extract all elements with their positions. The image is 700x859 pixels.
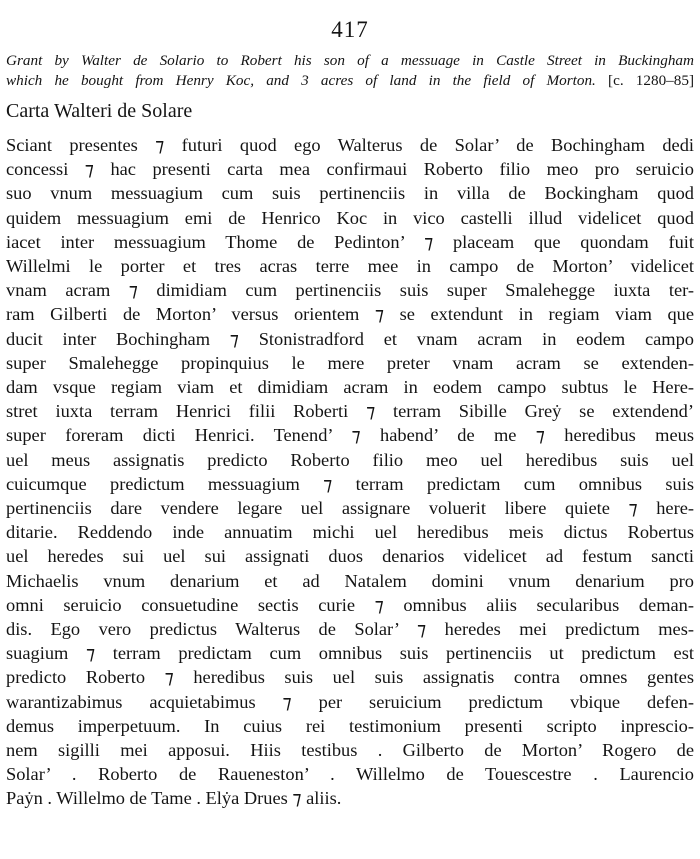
body-line: Michaelis vnum denarium et ad Natalem domini vnum denarium pro: [6, 570, 694, 591]
summary-line: Grant by Walter de Solario to Robert his son of a messuage in Castle Street in Buckingham: [6, 52, 694, 69]
body-line: stret iuxta terram Henrici filii Roberti ⁊ terram Sibille Greẏ se extendend’: [6, 401, 694, 422]
body-line: ram Gilberti de Morton’ versus orientem ⁊ se extendunt in regiam viam que: [6, 304, 694, 325]
body-line: ditarie. Reddendo inde annuatim michi uel heredibus meis dictus Robertus: [6, 522, 694, 543]
body-line: omni seruicio consuetudine sectis curie ⁊ omnibus aliis secularibus deman-: [6, 594, 694, 615]
charter-body: [6, 133, 694, 811]
body-line: warantizabimus acquietabimus ⁊ per seruicium predictum vbique defen-: [6, 691, 694, 712]
summary-line: [6, 71, 694, 91]
body-line: quidem messuagium emi de Henrico Koc in vico castelli illud videlicet quod: [6, 207, 694, 228]
body-line: uel meus assignatis predicto Roberto filio meo uel heredibus suis uel: [6, 449, 694, 470]
summary-line-text: which he bought from Henry Koc, and 3 acres of land in the field of Morton.: [6, 72, 596, 89]
body-line: dis. Ego vero predictus Walterus de Solar’ ⁊ heredes mei predictum mes-: [6, 619, 694, 640]
charter-date: [c. 1280–85]: [608, 72, 694, 89]
body-line: suo vnum messuagium cum suis pertinenciis in villa de Bockingham quod: [6, 183, 694, 204]
body-line: suagium ⁊ terram predictam cum omnibus suis pertinenciis ut predictum est: [6, 643, 694, 664]
document-page: [6, 0, 694, 811]
charter-summary: [6, 51, 694, 91]
body-line: nem sigilli mei apposui. Hiis testibus . Gilberto de Morton’ Rogero de: [6, 740, 694, 761]
body-line: ducit inter Bochingham ⁊ Stonistradford et vnam acram in eodem campo: [6, 328, 694, 349]
body-line: dam vsque regiam viam et dimidiam acram in eodem campo subtus le Here-: [6, 377, 694, 398]
body-line: Sciant presentes ⁊ futuri quod ego Walterus de Solar’ de Bochingham dedi: [6, 135, 694, 155]
body-line: Willelmi le porter et tres acras terre mee in campo de Morton’ videlicet: [6, 256, 694, 277]
body-line: iacet inter messuagium Thome de Pedinton’ ⁊ placeam que quondam fuit: [6, 231, 694, 252]
charter-title: Carta Walteri de Solare: [6, 100, 193, 122]
body-line: Paẏn . Willelmo de Tame . Elẏa Drues ⁊ aliis.: [6, 788, 342, 809]
body-line: vnam acram ⁊ dimidiam cum pertinenciis suis super Smalehegge iuxta ter-: [6, 280, 694, 301]
body-line: pertinenciis dare vendere legare uel assignare voluerit libere quiete ⁊ here-: [6, 498, 694, 519]
body-line: uel heredes sui uel sui assignati duos denarios videlicet ad festum sancti: [6, 546, 694, 567]
body-line: Solar’ . Roberto de Raueneston’ . Willelmo de Touescestre . Laurencio: [6, 764, 694, 785]
body-line: predicto Roberto ⁊ heredibus suis uel suis assignatis contra omnes gentes: [6, 667, 694, 688]
body-line: super foreram dicti Henrici. Tenend’ ⁊ habend’ de me ⁊ heredibus meus: [6, 425, 694, 446]
page-number: 417: [331, 17, 369, 42]
body-line: concessi ⁊ hac presenti carta mea confirmaui Roberto filio meo pro seruicio: [6, 159, 694, 180]
body-line: super Smalehegge propinquius le mere preter vnam acram se extenden-: [6, 352, 694, 373]
body-line: cuicumque predictum messuagium ⁊ terram predictam cum omnibus suis: [6, 473, 694, 494]
body-line: demus imperpetuum. In cuius rei testimonium presenti scripto inprescio-: [6, 715, 694, 736]
